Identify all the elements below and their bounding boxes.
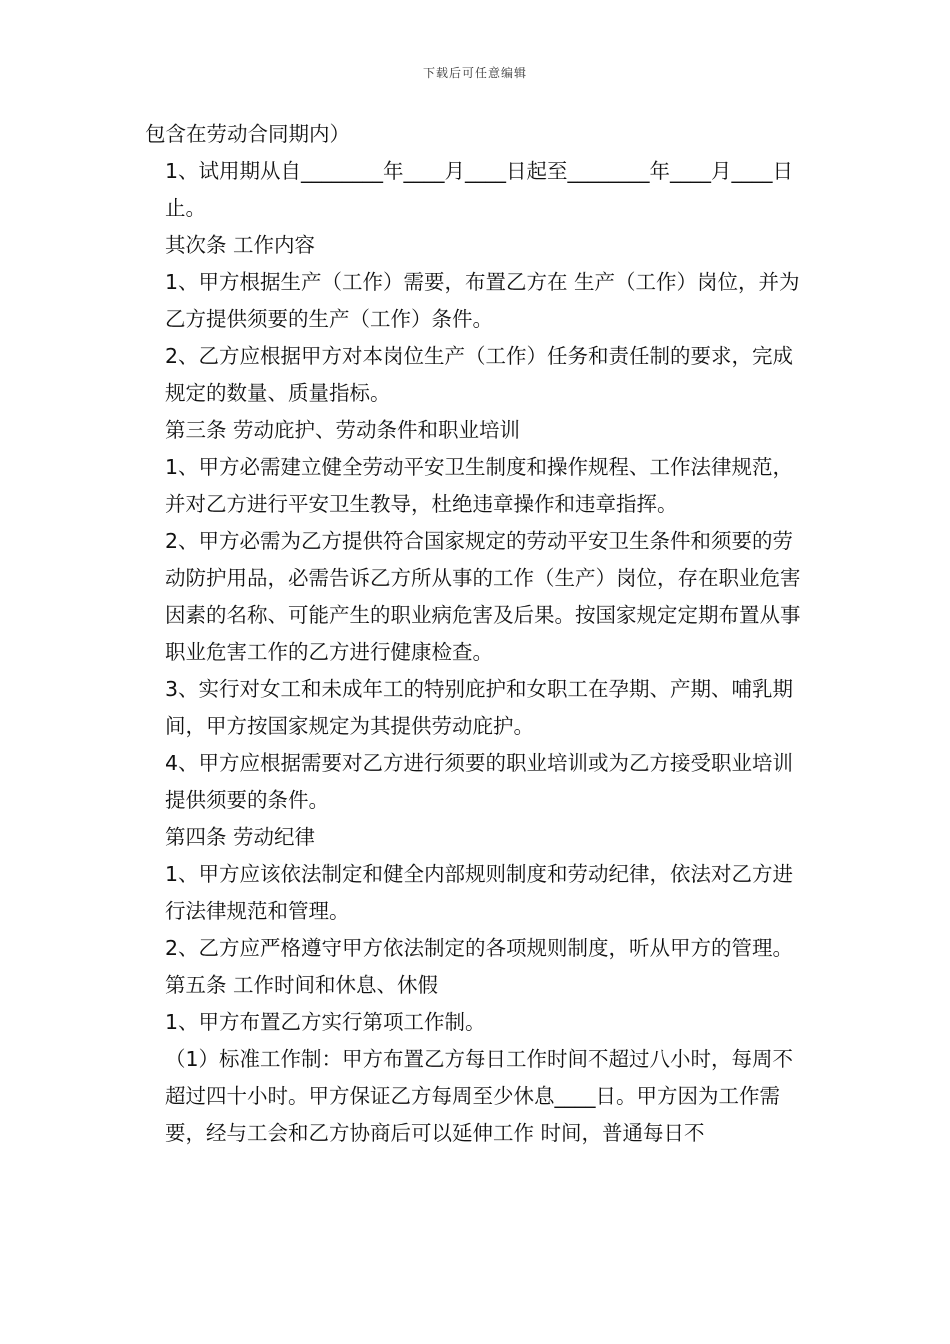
section-heading: 第四条 劳动纪律 — [165, 825, 316, 849]
document-body — [145, 116, 810, 1152]
paragraph: 2、甲方必需为乙方提供符合国家规定的劳动平安卫生条件和须要的劳动防护用品，必需告诉乙方所从事的工作（生产）岗位，存在职业危害因素的名称、可能产生的职业病危害及后果。按国家规定定期布置从事职业危害工作的乙方进行健康检查。 — [165, 529, 801, 664]
paragraph: 2、乙方应根据甲方对本岗位生产（工作）任务和责任制的要求，完成规定的数量、质量指标。 — [165, 344, 794, 405]
section-heading: 其次条 工作内容 — [165, 233, 316, 257]
paragraph: （1）标准工作制：甲方布置乙方每日工作时间不超过八小时，每周不超过四十小时。甲方保证乙方每周至少休息____日。甲方因为工作需要，经与工会和乙方协商后可以延伸工作 时间，普通每日不 — [165, 1047, 794, 1145]
section-heading: 第五条 工作时间和休息、休假 — [165, 973, 439, 997]
paragraph: 包含在劳动合同期内） — [145, 122, 350, 146]
paragraph: 1、甲方布置乙方实行第项工作制。 — [165, 1010, 486, 1034]
paragraph: 3、实行对女工和未成年工的特别庇护和女职工在孕期、产期、哺乳期间，甲方按国家规定为其提供劳动庇护。 — [165, 677, 794, 738]
paragraph: 1、试用期从自________年____月____日起至________年____月____日止。 — [165, 159, 794, 220]
paragraph: 1、甲方应该依法制定和健全内部规则制度和劳动纪律，依法对乙方进行法律规范和管理。 — [165, 862, 794, 923]
paragraph: 2、乙方应严格遵守甲方依法制定的各项规则制度，听从甲方的管理。 — [165, 936, 794, 960]
page-header: 下载后可任意编辑 — [422, 66, 527, 80]
paragraph: 4、甲方应根据需要对乙方进行须要的职业培训或为乙方接受职业培训提供须要的条件。 — [165, 751, 794, 812]
paragraph: 1、甲方根据生产（工作）需要，布置乙方在 生产（工作）岗位，并为乙方提供须要的生产（工作）条件。 — [165, 270, 800, 331]
paragraph: 1、甲方必需建立健全劳动平安卫生制度和操作规程、工作法律规范，并对乙方进行平安卫生教导，杜绝违章操作和违章指挥。 — [165, 455, 794, 516]
section-heading: 第三条 劳动庇护、劳动条件和职业培训 — [165, 418, 521, 442]
